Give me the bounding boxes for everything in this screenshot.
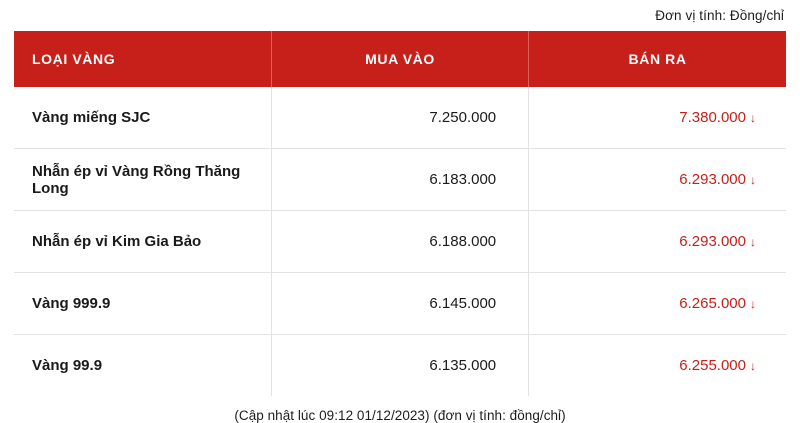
trend-down-icon: ↓ [750, 235, 756, 249]
buy-price: 6.145.000 [271, 273, 528, 335]
column-header-sell-price: BÁN RA [529, 31, 786, 87]
table-header [14, 31, 786, 87]
column-header-buy-price: MUA VÀO [271, 31, 528, 87]
table-row [14, 273, 786, 335]
sell-price [529, 273, 786, 335]
gold-type-name: Vàng 99.9 [14, 335, 271, 397]
buy-price: 7.250.000 [271, 87, 528, 149]
table-header-row [14, 31, 786, 87]
buy-price: 6.183.000 [271, 149, 528, 211]
trend-down-icon: ↓ [750, 297, 756, 311]
gold-type-name: Nhẫn ép vỉ Kim Gia Bảo [14, 211, 271, 273]
trend-down-icon: ↓ [750, 359, 756, 373]
table-body [14, 87, 786, 396]
trend-down-icon: ↓ [750, 173, 756, 187]
sell-price-value: 6.293.000 [679, 171, 746, 188]
sell-price-value: 6.255.000 [679, 357, 746, 374]
buy-price: 6.135.000 [271, 335, 528, 397]
sell-price-value: 6.265.000 [679, 295, 746, 312]
sell-price-value: 7.380.000 [679, 109, 746, 126]
table-row [14, 149, 786, 211]
gold-price-table [14, 31, 786, 396]
column-header-gold-type: LOẠI VÀNG [14, 31, 271, 87]
update-timestamp-note: (Cập nhật lúc 09:12 01/12/2023) (đơn vị tính: đồng/chỉ) [234, 408, 566, 423]
unit-note: Đơn vị tính: Đồng/chỉ [655, 8, 784, 23]
sell-price [529, 335, 786, 397]
buy-price: 6.188.000 [271, 211, 528, 273]
gold-type-name: Vàng miếng SJC [14, 87, 271, 149]
sell-price [529, 211, 786, 273]
gold-type-name: Nhẫn ép vỉ Vàng Rồng Thăng Long [14, 149, 271, 211]
table-row [14, 211, 786, 273]
trend-down-icon: ↓ [750, 111, 756, 125]
table-row [14, 87, 786, 149]
sell-price-value: 6.293.000 [679, 233, 746, 250]
sell-price [529, 149, 786, 211]
sell-price [529, 87, 786, 149]
gold-type-name: Vàng 999.9 [14, 273, 271, 335]
table-row [14, 335, 786, 397]
